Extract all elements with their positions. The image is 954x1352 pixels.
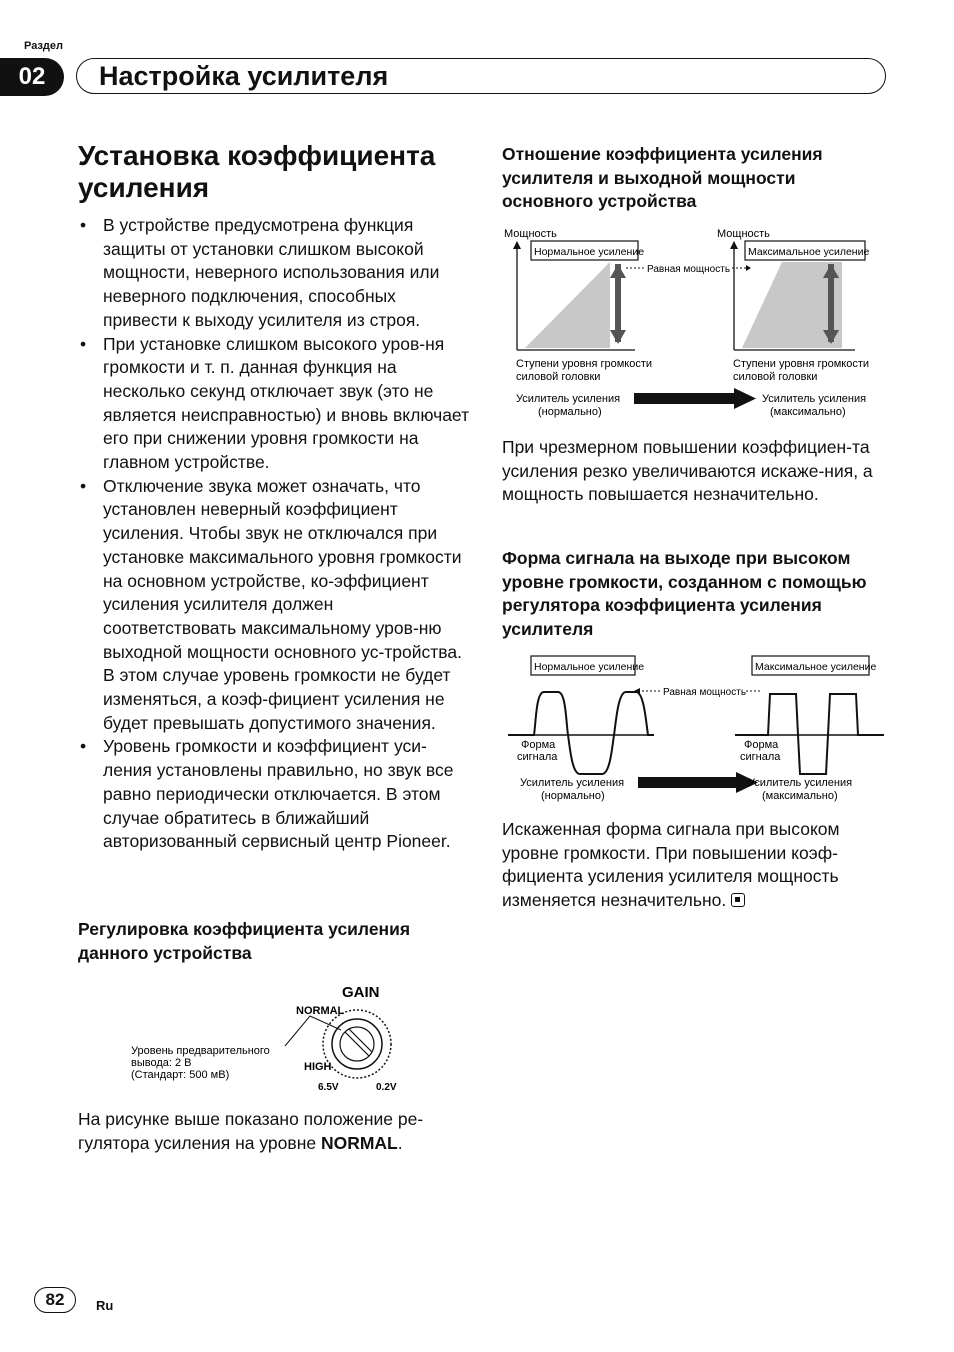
caption-normal-bold: NORMAL bbox=[320, 1132, 398, 1153]
subheading-waveform: Форма сигнала на выходе при высоком уровне громкости, созданном с помощью регулятора коэффициента усиления усилителя bbox=[502, 548, 867, 639]
end-mark-icon bbox=[731, 893, 745, 907]
preout-note-line3: (Стандарт: 500 мВ) bbox=[131, 1069, 230, 1081]
caption-text: На рисунке выше показано положение ре-гулятора усиления на уровне bbox=[78, 1109, 424, 1153]
chapter-title: Настройка усилителя bbox=[99, 61, 389, 91]
power-axis-label-right: Мощность bbox=[717, 228, 770, 240]
section-number-badge: 02 bbox=[0, 58, 64, 96]
language-code: Ru bbox=[96, 1298, 114, 1313]
normal-label: NORMAL bbox=[296, 1005, 345, 1017]
waveform-label-right-2: сигнала bbox=[740, 751, 781, 763]
waveform-paragraph bbox=[502, 818, 887, 913]
amp-max-label-1: Усилитель усиления bbox=[762, 393, 867, 405]
voltage-0-2-label: 0.2V bbox=[376, 1082, 397, 1093]
max-gain-label-2: Максимальное усиление bbox=[755, 661, 877, 673]
subheading-gain-vs-power: Отношение коэффициента усиления усилителя и выходной мощности основного устройства bbox=[502, 144, 823, 211]
section-heading: Установка коэффициента усиления bbox=[78, 140, 436, 203]
section-label: Раздел bbox=[24, 40, 63, 52]
steps-label-left-1: Ступени уровня громкости bbox=[516, 358, 653, 370]
page-number: 82 bbox=[34, 1287, 76, 1313]
waveform-figure bbox=[500, 652, 900, 812]
amp-normal-label-2: (нормально) bbox=[538, 406, 602, 418]
chapter-title-box bbox=[76, 58, 886, 94]
equal-power-label: Равная мощность bbox=[647, 264, 731, 275]
steps-label-left-2: силовой головки bbox=[516, 371, 601, 383]
high-label: HIGH bbox=[304, 1061, 332, 1073]
voltage-6-5-label: 6.5V bbox=[318, 1082, 339, 1093]
preout-note-line2: вывода: 2 В bbox=[131, 1057, 192, 1069]
bullet-item: • При установке слишком высокого уров-ня громкости и т. п. данная функция на несколько секунд отключает звук (это не является неисправностью) и вновь включает его при снижении уровня громкости на главном устройстве. bbox=[78, 333, 470, 475]
gain-label: GAIN bbox=[342, 984, 380, 1001]
normal-gain-label: Нормальное усиление bbox=[534, 246, 645, 258]
normal-gain-label-2: Нормальное усиление bbox=[534, 661, 645, 673]
amp-normal-label-3: Усилитель усиления bbox=[520, 777, 625, 789]
equal-power-label-2: Равная мощность bbox=[663, 687, 747, 698]
steps-label-right-2: силовой головки bbox=[733, 371, 818, 383]
amp-normal-label-1: Усилитель усиления bbox=[516, 393, 621, 405]
waveform-label-right-1: Форма bbox=[744, 739, 779, 751]
waveform-label-left-2: сигнала bbox=[517, 751, 558, 763]
bullet-item: • Уровень громкости и коэффициент уси-ления установлены правильно, но звук все равно периодически отключается. В этом случае обратитесь в ближайший авторизованный сервисный центр Pioneer. bbox=[78, 735, 470, 854]
gain-knob-icon bbox=[323, 1010, 391, 1078]
preout-note-line1: Уровень предварительного bbox=[131, 1045, 270, 1057]
bullet-item: • Отключение звука может означать, что установлен неверный коэффициент усиления. Чтобы звук не отключался при установке максимального уровня громкости на основном устройстве, ко-эффициент усиления усилителя должен соответствовать максимальному уров-ню выходной мощности основного ус-тройства. В этом случае уровень громкости не будет изменяться, а коэф-фициент усиления не будет превышать допустимого значения. bbox=[78, 475, 470, 736]
distortion-paragraph: При чрезмерном повышении коэффициен-та усиления резко увеличиваются искаже-ния, а мощность повышается незначительно. bbox=[502, 437, 873, 505]
gain-power-figure bbox=[500, 222, 900, 422]
amp-max-label-4: (максимально) bbox=[762, 790, 838, 802]
amp-max-label-2: (максимально) bbox=[770, 406, 846, 418]
power-axis-label-left: Мощность bbox=[504, 228, 557, 240]
amp-max-label-3: Усилитель усиления bbox=[748, 777, 853, 789]
amp-normal-label-4: (нормально) bbox=[541, 790, 605, 802]
bullet-item: • В устройстве предусмотрена функция защиты от установки слишком высокой мощности, неверного использования или неверного подключения, способных привести к выходу усилителя из строя. bbox=[78, 214, 470, 333]
caption-end: . bbox=[397, 1132, 403, 1153]
subheading-gain-adjust: Регулировка коэффициента усиления данного устройства bbox=[78, 919, 411, 963]
gain-knob-figure bbox=[120, 978, 420, 1096]
gain-caption bbox=[78, 1108, 470, 1155]
waveform-label-left-1: Форма bbox=[521, 739, 556, 751]
bullet-list bbox=[78, 214, 470, 854]
steps-label-right-1: Ступени уровня громкости bbox=[733, 358, 870, 370]
max-gain-label: Максимальное усиление bbox=[748, 246, 870, 258]
waveform-paragraph-text: Искаженная форма сигнала при высоком уровне громкости. При повышении коэф-фициента усиления усилителя мощность изменяется незначительно. bbox=[502, 819, 840, 911]
